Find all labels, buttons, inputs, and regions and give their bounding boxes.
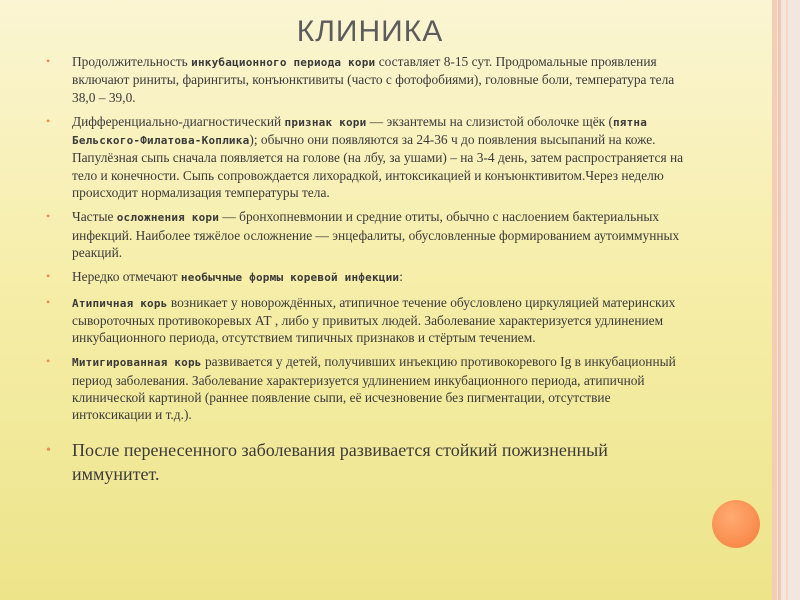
item-text: возникает у новорождённых, атипичное течение обусловлено циркуляцией материнских сывороточных противокоревых АТ , либо у привитых людей. Заболевание характеризуется удлинением инкубационного периода, отсутствием типичных признаков и стёртым течением.: [72, 294, 676, 346]
bullet-icon: •: [46, 113, 51, 128]
item-text: ); обычно они появляются за 24-36 ч до появления высыпаний на коже. Папулёзная сыпь сначала появляется на голове (на лбу, за ушами) – на 3-4 день, затем распространяется на тело и конечности. Сыпь сопровождается лихорадкой, интоксикацией и конъюнктивитом.Через неделю происходит нормализация температуры тела.: [72, 132, 684, 201]
item-text: Продолжительность: [72, 54, 192, 69]
list-item-unusual-forms: [46, 268, 692, 286]
list-item-summary: [46, 438, 692, 486]
bullet-icon: •: [46, 354, 51, 369]
item-text: — бронхопневмонии и средние отиты, обычно с наслоением бактериальных инфекций. Наиболее тяжёлое осложнение — энцефалиты, обусловленные формированием аутоиммунных реакций.: [72, 209, 680, 260]
bullet-icon: •: [46, 54, 51, 68]
bullet-icon: •: [46, 269, 51, 284]
item-text: :: [399, 269, 403, 285]
item-emphasis: Атипичная корь: [72, 296, 168, 310]
bullet-icon: •: [46, 294, 51, 309]
slide-content: [46, 53, 692, 493]
slide-title: КЛИНИКА: [296, 15, 444, 48]
item-text: Дифференциально-диагностический: [72, 113, 285, 129]
item-emphasis: инкубационного периода кори: [191, 56, 376, 69]
list-item-diagnostic-sign: [46, 113, 692, 201]
item-emphasis: осложнения кори: [116, 211, 220, 225]
item-text: — экзантемы на слизистой оболочке щёк (: [366, 113, 613, 129]
item-text: Частые: [72, 209, 117, 225]
decor-stripe: [786, 0, 788, 600]
decor-circle: [712, 500, 760, 548]
item-emphasis: необычные формы коревой инфекции: [180, 271, 400, 285]
item-emphasis: признак кори: [284, 115, 367, 129]
item-text: развивается у детей, получивших инъекцию противокоревого Ig в инкубационный период заболевания. Заболевание характеризуется удлинением инкубационного периода, атипичной клинической картиной (раннее появление сыпи, её исчезновение без пигментации, отсутствие интоксикации и т.д.).: [72, 354, 676, 423]
item-text: составляет 8-15 сут. Продромальные проявления включают риниты, фарингиты, конъюнктивиты (часто с фотофобиями), головные боли, температура тела 38,0 – 39,0.: [72, 54, 675, 105]
list-item-incubation: [46, 53, 692, 106]
item-emphasis: Митигированная корь: [72, 356, 202, 370]
decor-stripe: [778, 0, 781, 600]
list-item-complications: [46, 208, 692, 261]
bullet-icon: •: [46, 209, 51, 224]
item-text: Нередко отмечают: [72, 269, 181, 285]
list-item-atypical-measles: [46, 294, 692, 347]
list-item-mitigated-measles: [46, 353, 692, 423]
item-emphasis: пятна Бельского-Филатова-Коплика: [72, 115, 648, 148]
bullet-icon: •: [46, 442, 51, 458]
summary-text: После перенесенного заболевания развивается стойкий пожизненный иммунитет.: [72, 439, 608, 484]
